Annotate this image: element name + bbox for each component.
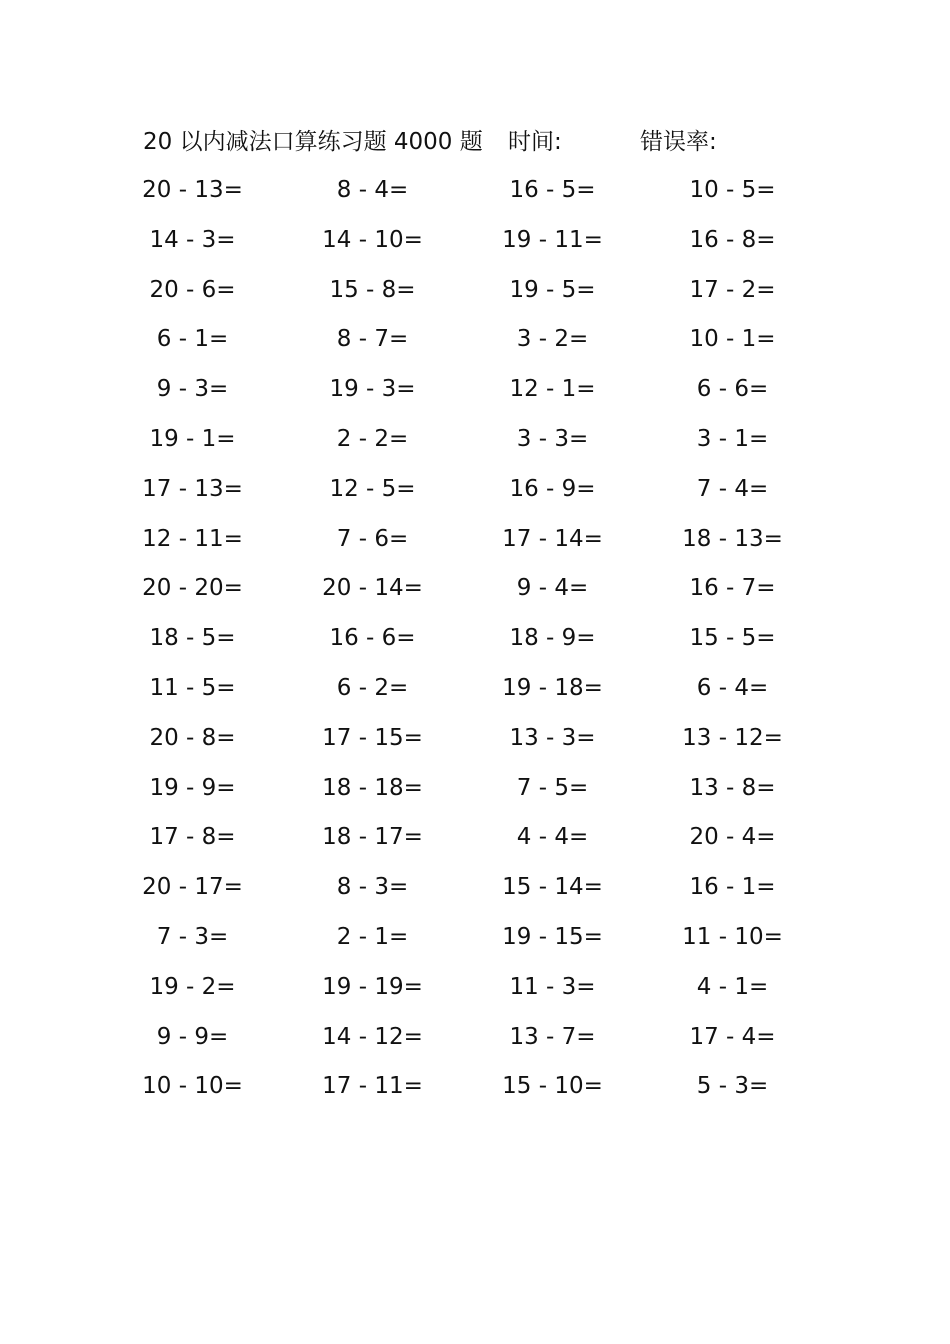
problem-item: 18 - 17= [322,824,423,851]
problem-item: 17 - 11= [322,1073,423,1100]
problem-item: 19 - 9= [149,774,236,801]
problem-item: 20 - 6= [149,276,236,303]
problem-item: 9 - 9= [156,1023,229,1050]
problem-item: 18 - 18= [322,774,423,801]
problem-item: 2 - 1= [336,923,409,950]
problem-item: 4 - 1= [696,973,769,1000]
problem-row [140,515,800,565]
problem-item: 8 - 3= [336,874,409,901]
problem-row [140,913,800,963]
problem-row [140,266,800,316]
problem-item: 13 - 8= [689,774,776,801]
problem-item: 17 - 4= [689,1023,776,1050]
problem-item: 3 - 1= [696,425,769,452]
problem-item: 4 - 4= [516,824,589,851]
problem-item: 17 - 15= [322,724,423,751]
problem-row [140,465,800,515]
problem-row [140,714,800,764]
problem-row [140,664,800,714]
problem-item: 19 - 18= [502,674,603,701]
problem-item: 14 - 3= [149,226,236,253]
problem-grid [140,166,800,1112]
problem-item: 18 - 13= [682,525,783,552]
problem-item: 11 - 10= [682,923,783,950]
problem-item: 18 - 9= [509,625,596,652]
problem-item: 20 - 14= [322,575,423,602]
problem-item: 7 - 6= [336,525,409,552]
problem-item: 19 - 11= [502,226,603,253]
problem-item: 16 - 9= [509,475,596,502]
problem-item: 16 - 7= [689,575,776,602]
problem-item: 12 - 1= [509,376,596,403]
problem-item: 6 - 6= [696,376,769,403]
problem-row [140,764,800,814]
problem-item: 20 - 20= [142,575,243,602]
problem-row [140,365,800,415]
problem-item: 2 - 2= [336,425,409,452]
problem-item: 9 - 3= [156,376,229,403]
problem-row [140,564,800,614]
problem-item: 19 - 5= [509,276,596,303]
problem-item: 5 - 3= [696,1073,769,1100]
error-rate-label: 错误率: [640,129,717,155]
problem-item: 13 - 12= [682,724,783,751]
problem-item: 7 - 4= [696,475,769,502]
problem-item: 10 - 5= [689,177,776,203]
problem-item: 15 - 14= [502,874,603,901]
problem-item: 19 - 19= [322,973,423,1000]
problem-item: 17 - 8= [149,824,236,851]
problem-row [140,813,800,863]
problem-item: 20 - 8= [149,724,236,751]
problem-item: 6 - 2= [336,674,409,701]
problem-item: 7 - 5= [516,774,589,801]
problem-item: 6 - 4= [696,674,769,701]
problem-item: 15 - 8= [329,276,416,303]
problem-item: 12 - 5= [329,475,416,502]
problem-item: 19 - 2= [149,973,236,1000]
problem-row [140,1062,800,1112]
problem-item: 7 - 3= [156,923,229,950]
problem-item: 20 - 13= [142,177,243,203]
time-label: 时间: [508,129,562,155]
problem-item: 19 - 15= [502,923,603,950]
problem-item: 13 - 3= [509,724,596,751]
problem-item: 3 - 3= [516,425,589,452]
problem-row [140,614,800,664]
problem-item: 16 - 1= [689,874,776,901]
problem-item: 15 - 10= [502,1073,603,1100]
problem-item: 11 - 3= [509,973,596,1000]
problem-item: 19 - 3= [329,376,416,403]
problem-row [140,963,800,1013]
problem-row [140,166,800,216]
problem-item: 20 - 17= [142,874,243,901]
problem-item: 11 - 5= [149,674,236,701]
problem-item: 15 - 5= [689,625,776,652]
problem-item: 16 - 6= [329,625,416,652]
problem-item: 20 - 4= [689,824,776,851]
worksheet-header [143,124,843,160]
problem-row [140,1013,800,1063]
problem-row [140,415,800,465]
problem-item: 3 - 2= [516,326,589,353]
problem-item: 17 - 2= [689,276,776,303]
problem-row [140,216,800,266]
problem-item: 19 - 1= [149,425,236,452]
problem-item: 16 - 8= [689,226,776,253]
problem-item: 14 - 10= [322,226,423,253]
problem-item: 6 - 1= [156,326,229,353]
problem-item: 13 - 7= [509,1023,596,1050]
problem-item: 12 - 11= [142,525,243,552]
problem-item: 14 - 12= [322,1023,423,1050]
problem-item: 10 - 10= [142,1073,243,1100]
problem-item: 16 - 5= [509,177,596,203]
problem-item: 17 - 13= [142,475,243,502]
problem-row [140,863,800,913]
problem-item: 8 - 7= [336,326,409,353]
problem-item: 10 - 1= [689,326,776,353]
problem-item: 17 - 14= [502,525,603,552]
problem-item: 9 - 4= [516,575,589,602]
worksheet-title: 20 以内减法口算练习题 4000 题 [143,129,483,155]
problem-item: 18 - 5= [149,625,236,652]
problem-row [140,315,800,365]
problem-item: 8 - 4= [336,177,409,203]
